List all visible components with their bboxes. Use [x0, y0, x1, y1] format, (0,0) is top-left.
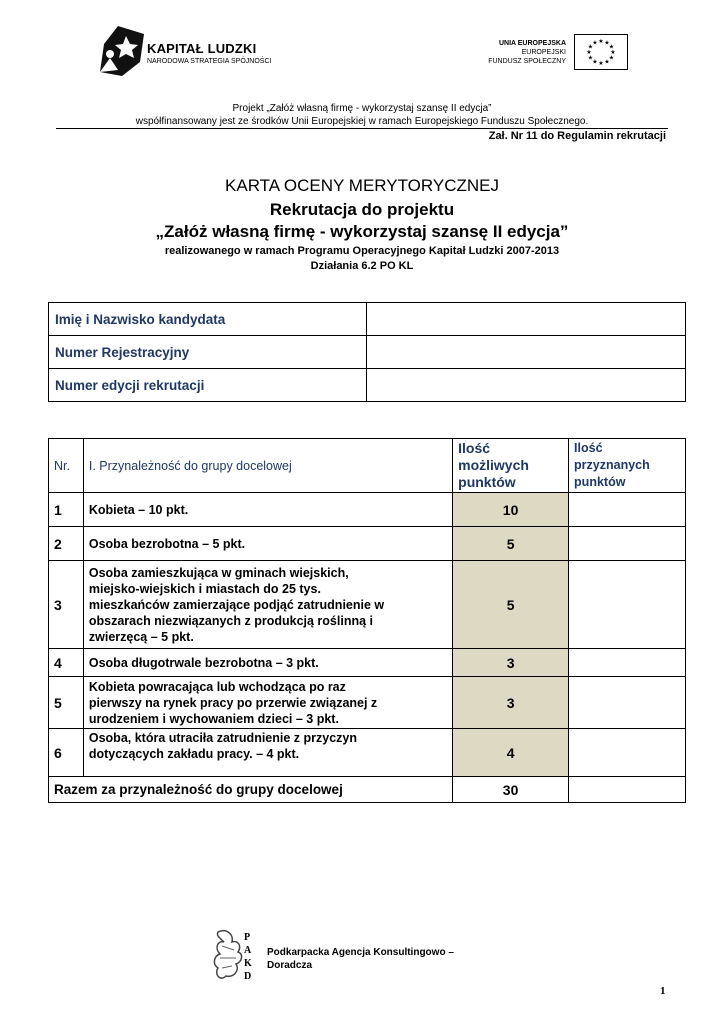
pakd-letter: K — [244, 958, 252, 969]
project-line-1: Projekt „Załóż własną firmę - wykorzystaj szansę II edycja” — [232, 103, 492, 114]
table-row — [49, 527, 686, 561]
criterion-description — [83, 649, 452, 677]
page-number: 1 — [660, 985, 666, 997]
criterion-line: Kobieta powracająca lub wchodząca po raz — [88, 679, 346, 694]
criterion-line: Osoba długotrwale bezrobotna – 3 pkt. — [88, 655, 319, 670]
svg-text:★: ★ — [587, 54, 594, 62]
header-awarded-line: punktów — [574, 475, 626, 489]
recruitment-edition-field[interactable] — [367, 369, 686, 402]
candidate-table — [48, 302, 686, 402]
svg-text:★: ★ — [592, 39, 598, 47]
possible-points: 10 — [453, 493, 569, 527]
header-awarded-points — [569, 439, 686, 493]
header-divider — [56, 128, 668, 129]
criterion-line: miejsko-wiejskich i miastach do 25 tys. — [88, 581, 321, 596]
table-row — [49, 303, 686, 336]
criterion-line: Osoba zamieszkująca w gminach wiejskich, — [88, 565, 349, 580]
registration-number-field[interactable] — [367, 336, 686, 369]
awarded-points-field[interactable] — [569, 493, 686, 527]
candidate-name-field[interactable] — [367, 303, 686, 336]
pakd-letter: D — [244, 971, 252, 982]
awarded-points-field[interactable] — [569, 729, 686, 777]
criterion-description — [83, 493, 452, 527]
table-row — [49, 369, 686, 402]
row-number: 6 — [49, 729, 84, 777]
criterion-description — [83, 677, 452, 729]
kapital-ludzki-subtitle: NARODOWA STRATEGIA SPÓJNOŚCI — [147, 58, 272, 65]
svg-text:★: ★ — [587, 43, 594, 51]
possible-points: 3 — [453, 649, 569, 677]
row-number: 1 — [49, 493, 84, 527]
doc-title: KARTA OCENY MERYTORYCZNEJ — [225, 176, 499, 195]
criterion-description — [83, 729, 452, 777]
eu-line3: FUNDUSZ SPOŁECZNY — [488, 58, 566, 65]
row-number: 4 — [49, 649, 84, 677]
action-line: Działania 6.2 PO KL — [310, 260, 414, 272]
header-possible-line: możliwych — [458, 457, 529, 473]
doc-subtitle: Rekrutacja do projektu — [269, 200, 455, 219]
header-nr: Nr. — [49, 439, 84, 493]
criterion-line: mieszkańców zamierzające podjąć zatrudnienie w — [88, 597, 385, 612]
attachment-note: Zał. Nr 11 do Regulamin rekrutacji — [488, 130, 666, 142]
header-possible-line: Ilość — [458, 440, 491, 456]
footer-org-line1: Podkarpacka Agencja Konsultingowo – — [267, 947, 454, 958]
criterion-line: dotyczących zakładu pracy. – 4 pkt. — [88, 747, 300, 761]
total-points: 30 — [453, 777, 569, 803]
criterion-line: Kobieta – 10 pkt. — [88, 502, 189, 517]
criterion-line: pierwszy na rynek pracy po przerwie związanej z — [88, 695, 378, 710]
row-number: 3 — [49, 561, 84, 649]
awarded-points-field[interactable] — [569, 527, 686, 561]
eu-logo-text — [470, 39, 566, 66]
table-row — [49, 336, 686, 369]
kapital-ludzki-emblem-icon — [96, 24, 148, 80]
row-number: 2 — [49, 527, 84, 561]
svg-text:★: ★ — [586, 49, 592, 56]
project-line-2: współfinansowany jest ze środków Unii Europejskiej w ramach Europejskiego Funduszu Społecznego. — [135, 116, 589, 127]
kapital-ludzki-title: KAPITAŁ LUDZKI — [147, 41, 257, 56]
table-row — [49, 677, 686, 729]
footer-org — [267, 946, 497, 972]
program-line: realizowanego w ramach Programu Operacyjnego Kapitał Ludzki 2007-2013 — [164, 245, 560, 257]
footer-org-line2: Doradcza — [267, 960, 313, 971]
possible-points: 5 — [453, 527, 569, 561]
svg-text:★: ★ — [598, 60, 604, 67]
header-possible-line: punktów — [458, 474, 516, 490]
svg-text:★: ★ — [598, 38, 604, 45]
eu-flag-icon — [574, 34, 628, 70]
criterion-line: Osoba, która utraciła zatrudnienie z przyczyn — [88, 731, 358, 745]
possible-points: 5 — [453, 561, 569, 649]
pakd-emblem-icon — [212, 928, 256, 986]
criterion-line: urodzeniem i wychowaniem dzieci – 3 pkt. — [88, 711, 339, 726]
criterion-line: zwierzęcą – 5 pkt. — [88, 629, 194, 644]
svg-text:★: ★ — [604, 58, 610, 66]
criteria-table — [48, 438, 686, 803]
criterion-line: obszarach niezwiązanych z produkcją roślinną i — [88, 613, 373, 628]
eu-line2: EUROPEJSKI — [521, 49, 566, 56]
svg-text:★: ★ — [610, 49, 616, 56]
header-group: I. Przynależność do grupy docelowej — [83, 439, 452, 493]
pakd-letter: A — [244, 945, 252, 956]
table-row — [49, 561, 686, 649]
svg-text:★: ★ — [604, 39, 610, 47]
possible-points: 4 — [453, 729, 569, 777]
total-awarded-field[interactable] — [569, 777, 686, 803]
total-row — [49, 777, 686, 803]
svg-text:★: ★ — [608, 54, 615, 62]
criterion-description — [83, 561, 452, 649]
svg-text:★: ★ — [592, 58, 598, 66]
awarded-points-field[interactable] — [569, 561, 686, 649]
recruitment-edition-label: Numer edycji rekrutacji — [49, 369, 367, 402]
criterion-description — [83, 527, 452, 561]
pakd-letter: P — [244, 932, 251, 943]
pakd-logo — [212, 928, 256, 986]
total-label: Razem za przynależność do grupy docelowej — [49, 777, 453, 803]
candidate-name-label: Imię i Nazwisko kandydata — [49, 303, 367, 336]
header-possible-points — [453, 439, 569, 493]
row-number: 5 — [49, 677, 84, 729]
svg-text:★: ★ — [608, 43, 615, 51]
table-header-row — [49, 439, 686, 493]
table-row — [49, 649, 686, 677]
awarded-points-field[interactable] — [569, 649, 686, 677]
table-row — [49, 729, 686, 777]
possible-points: 3 — [453, 677, 569, 729]
project-name: „Załóż własną firmę - wykorzystaj szansę II edycja” — [155, 222, 569, 241]
table-row — [49, 493, 686, 527]
header-awarded-line: przyznanych — [574, 458, 650, 472]
registration-number-label: Numer Rejestracyjny — [49, 336, 367, 369]
header-awarded-line: Ilość — [574, 441, 603, 455]
eu-line1: UNIA EUROPEJSKA — [498, 40, 566, 47]
criterion-line: Osoba bezrobotna – 5 pkt. — [88, 536, 246, 551]
awarded-points-field[interactable] — [569, 677, 686, 729]
